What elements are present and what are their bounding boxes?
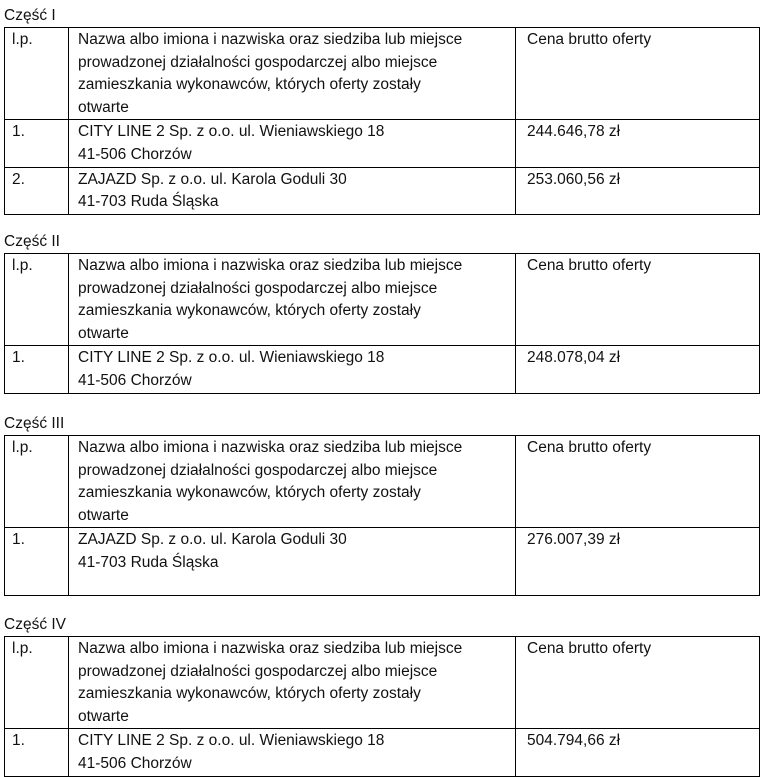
offers-table: [4, 27, 760, 215]
contractor-address: 41-703 Ruda Śląska: [78, 553, 219, 571]
header-price: Cena brutto oferty: [516, 436, 760, 528]
header-name-line: prowadzonej działalności gospodarczej albo miejsce: [78, 279, 438, 297]
header-name-line: Nazwa albo imiona i nazwiska oraz siedziba lub miejsce: [78, 640, 463, 657]
table-row: [5, 167, 760, 214]
row-price: 248.078,04 zł: [516, 346, 760, 393]
header-lp: l.p.: [5, 254, 69, 346]
header-name-line: otwarte: [78, 506, 129, 524]
section-part-3: [4, 412, 760, 596]
row-lp: 2.: [5, 167, 69, 214]
row-price: 244.646,78 zł: [516, 120, 760, 167]
table-row: [5, 528, 760, 596]
header-name-line: zamieszkania wykonawców, których oferty zostały: [78, 302, 421, 320]
row-contractor: [69, 120, 516, 167]
contractor-name: CITY LINE 2 Sp. z o.o. ul. Wieniawskiego 18: [78, 349, 385, 367]
row-contractor: [69, 729, 516, 776]
section-title: Część I: [4, 7, 56, 24]
contractor-address: 41-703 Ruda Śląska: [78, 193, 219, 211]
row-contractor: [69, 167, 516, 214]
table-header-row: [5, 637, 760, 729]
table-header-row: [5, 28, 760, 120]
table-row: [5, 729, 760, 776]
row-lp: 1.: [5, 528, 69, 596]
header-name: [69, 436, 516, 528]
row-price: 253.060,56 zł: [516, 167, 760, 214]
contractor-address: 41-506 Chorzów: [78, 145, 192, 163]
row-price: 276.007,39 zł: [516, 528, 760, 596]
section-title: Część II: [4, 233, 60, 250]
header-name: [69, 28, 516, 120]
header-name-line: zamieszkania wykonawców, których oferty zostały: [78, 76, 421, 94]
header-price: Cena brutto oferty: [516, 28, 760, 120]
header-name-line: zamieszkania wykonawców, których oferty zostały: [78, 484, 421, 502]
header-name-line: otwarte: [78, 324, 129, 342]
row-lp: 1.: [5, 346, 69, 393]
header-name-line: Nazwa albo imiona i nazwiska oraz siedziba lub miejsce: [78, 31, 463, 48]
contractor-name: ZAJAZD Sp. z o.o. ul. Karola Goduli 30: [78, 531, 347, 549]
header-name-line: zamieszkania wykonawców, których oferty zostały: [78, 685, 421, 703]
section-part-2: [4, 230, 760, 394]
header-name-line: otwarte: [78, 98, 129, 116]
row-contractor: [69, 346, 516, 393]
contractor-address: 41-506 Chorzów: [78, 371, 192, 389]
header-name-line: Nazwa albo imiona i nazwiska oraz siedziba lub miejsce: [78, 439, 463, 456]
header-lp: l.p.: [5, 436, 69, 528]
row-contractor: [69, 528, 516, 596]
header-name: [69, 637, 516, 729]
section-title: Część IV: [4, 616, 67, 633]
header-name-line: prowadzonej działalności gospodarczej albo miejsce: [78, 662, 438, 680]
offers-table: [4, 636, 760, 777]
offers-table: [4, 253, 760, 394]
row-lp: 1.: [5, 120, 69, 167]
header-price: Cena brutto oferty: [516, 254, 760, 346]
table-header-row: [5, 254, 760, 346]
section-title: Część III: [4, 415, 65, 432]
contractor-address: 41-506 Chorzów: [78, 754, 192, 772]
table-row: [5, 120, 760, 167]
section-part-1: [4, 4, 760, 215]
contractor-name: CITY LINE 2 Sp. z o.o. ul. Wieniawskiego 18: [78, 123, 385, 141]
offers-table: [4, 435, 760, 596]
header-name-line: prowadzonej działalności gospodarczej albo miejsce: [78, 461, 438, 479]
header-name-line: Nazwa albo imiona i nazwiska oraz siedziba lub miejsce: [78, 257, 463, 274]
header-name: [69, 254, 516, 346]
header-lp: l.p.: [5, 637, 69, 729]
contractor-name: ZAJAZD Sp. z o.o. ul. Karola Goduli 30: [78, 170, 347, 188]
header-name-line: prowadzonej działalności gospodarczej albo miejsce: [78, 53, 438, 71]
row-lp: 1.: [5, 729, 69, 776]
table-header-row: [5, 436, 760, 528]
header-price: Cena brutto oferty: [516, 637, 760, 729]
section-part-4: [4, 613, 760, 777]
table-row: [5, 346, 760, 393]
header-name-line: otwarte: [78, 707, 129, 725]
contractor-name: CITY LINE 2 Sp. z o.o. ul. Wieniawskiego 18: [78, 732, 385, 750]
row-price: 504.794,66 zł: [516, 729, 760, 776]
header-lp: l.p.: [5, 28, 69, 120]
